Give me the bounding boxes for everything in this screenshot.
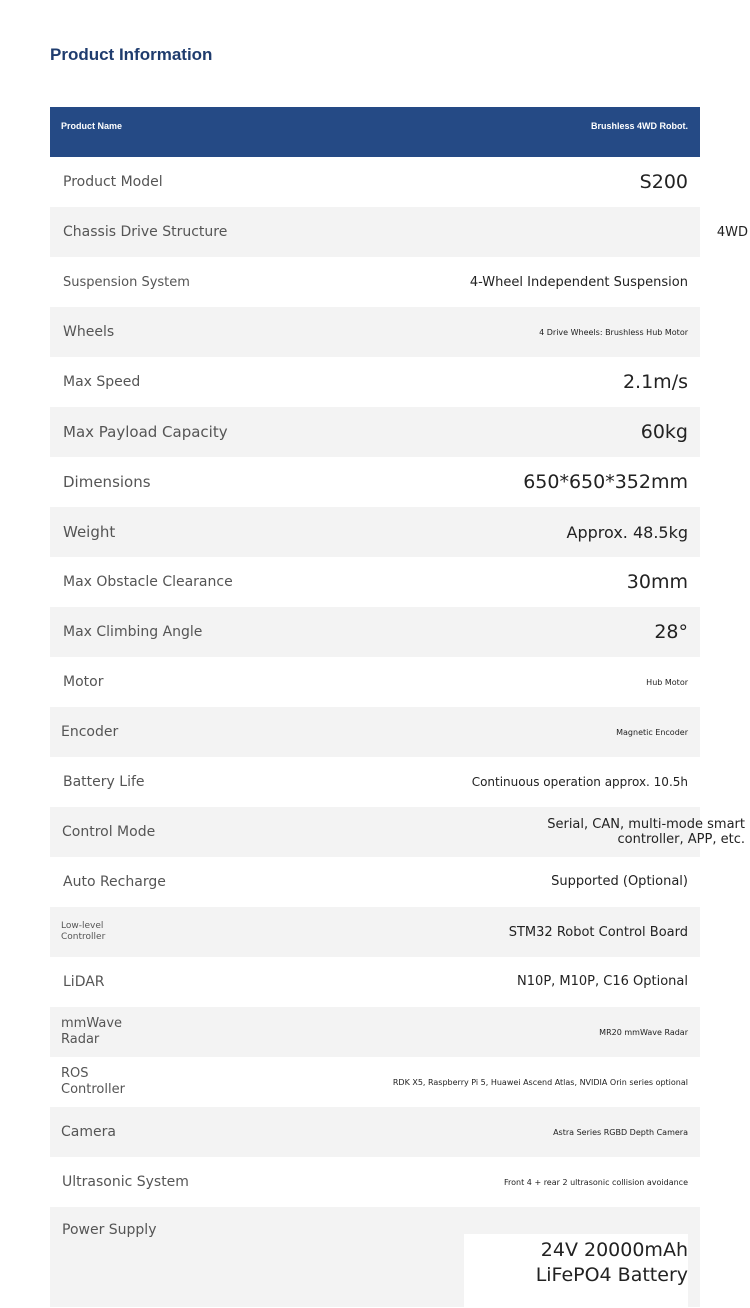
- row-value: STM32 Robot Control Board: [508, 924, 688, 940]
- row-label: Weight: [63, 523, 116, 541]
- row-label: Control Mode: [62, 824, 156, 840]
- row-label: Dimensions: [63, 473, 151, 491]
- row-label: LiDAR: [63, 974, 105, 990]
- row-label: Wheels: [63, 324, 115, 340]
- row-value: Serial, CAN, multi-mode smart controller, APP, etc.: [547, 817, 745, 847]
- table-row: [50, 707, 700, 757]
- row-label: Camera: [61, 1124, 116, 1140]
- row-value: 4WD: [716, 224, 748, 240]
- row-label: Battery Life: [63, 774, 145, 790]
- row-label: Power Supply: [62, 1222, 157, 1238]
- row-value: Hub Motor: [646, 677, 688, 687]
- header-left-label: Product Name: [61, 121, 123, 131]
- table-row: [50, 1057, 700, 1107]
- row-value: 60kg: [640, 421, 688, 443]
- row-label: Suspension System: [63, 274, 190, 290]
- table-row: [50, 807, 745, 857]
- table-row: [50, 307, 700, 357]
- row-value: 650*650*352mm: [523, 471, 688, 493]
- row-value: Magnetic Encoder: [616, 727, 688, 737]
- row-value: 24V 20000mAh LiFePO4 Battery: [535, 1239, 688, 1286]
- table-row: [50, 1007, 700, 1057]
- row-value: 4-Wheel Independent Suspension: [469, 274, 688, 290]
- table-row: [50, 1107, 700, 1157]
- section-title: Product Information: [50, 45, 213, 64]
- table-row: [50, 1157, 700, 1207]
- row-value: S200: [639, 171, 688, 193]
- row-label: Max Climbing Angle: [63, 624, 203, 640]
- table-header: [50, 107, 700, 157]
- table-row: [50, 157, 700, 207]
- table-row: [50, 357, 700, 407]
- spec-table: [50, 107, 748, 1307]
- row-label: Chassis Drive Structure: [63, 224, 228, 240]
- row-label: ROS Controller: [61, 1066, 125, 1097]
- table-row: [50, 957, 700, 1007]
- row-value: 2.1m/s: [622, 371, 688, 393]
- row-value: 30mm: [626, 571, 688, 593]
- table-row: [50, 657, 700, 707]
- row-value: Approx. 48.5kg: [566, 522, 688, 542]
- table-row: [50, 857, 700, 907]
- row-label: Product Model: [63, 174, 163, 190]
- row-label: Ultrasonic System: [62, 1174, 189, 1190]
- table-row: [50, 757, 700, 807]
- row-label: Max Obstacle Clearance: [63, 574, 233, 590]
- row-value: Front 4 + rear 2 ultrasonic collision avoidance: [504, 1177, 688, 1187]
- table-row: [50, 257, 700, 307]
- row-label: mmWave Radar: [61, 1016, 123, 1047]
- row-label: Max Payload Capacity: [63, 423, 228, 441]
- row-label: Max Speed: [63, 374, 141, 390]
- power-value-block: [464, 1234, 688, 1307]
- table-row: [50, 457, 700, 507]
- row-label: Motor: [63, 674, 104, 690]
- row-value: N10P, M10P, C16 Optional: [517, 974, 688, 989]
- row-value: Supported (Optional): [551, 874, 688, 889]
- row-label: Auto Recharge: [63, 874, 166, 890]
- row-value: MR20 mmWave Radar: [599, 1027, 688, 1037]
- row-value: RDK X5, Raspberry Pi 5, Huawei Ascend Atlas, NVIDIA Orin series optional: [392, 1077, 688, 1087]
- row-value: Astra Series RGBD Depth Camera: [553, 1127, 688, 1137]
- row-label: Encoder: [61, 724, 119, 740]
- table-row: [50, 407, 700, 457]
- row-label: Low-level Controller: [61, 921, 106, 942]
- table-row: [50, 557, 700, 607]
- row-value: 28°: [654, 621, 688, 643]
- table-row: [50, 607, 700, 657]
- table-row: [50, 907, 700, 957]
- row-value: 4 Drive Wheels: Brushless Hub Motor: [539, 327, 688, 337]
- table-row: [50, 207, 748, 257]
- row-value: Continuous operation approx. 10.5h: [471, 775, 688, 789]
- header-right-label: Brushless 4WD Robot.: [590, 121, 688, 131]
- table-row: [50, 507, 700, 557]
- table-row: [50, 1207, 700, 1307]
